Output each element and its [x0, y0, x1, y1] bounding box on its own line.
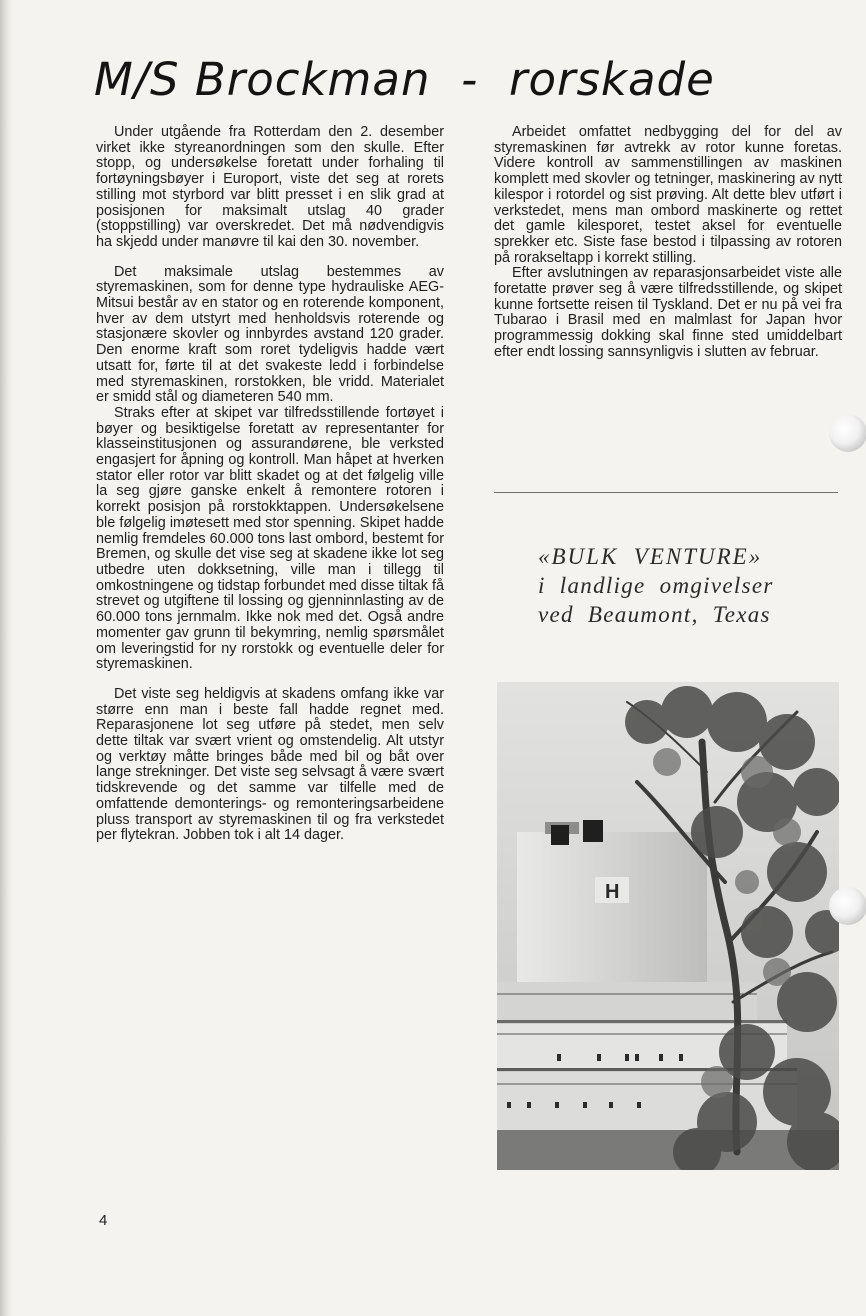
funnel-letter: H [605, 881, 620, 903]
caption-line: i landlige omgivelser [538, 573, 774, 598]
photo-caption [538, 542, 800, 629]
caption-line: «BULK VENTURE» [538, 544, 763, 569]
article-title: M/S Brockman - rorskade [94, 53, 715, 106]
paragraph: Straks efter at skipet var tilfredsstillende fortøyet i bøyer og besiktigelse foretatt av representanter for klasseinstitusjonen og assurandørene, ble verksted engasjert for åpning og kontroll. Man håpet at hverken stator eller rotor var blitt skadet og at det følgelig ville la seg gjøre ganske enkelt å remontere rotoren i korrekt posisjon på rorstokktappen. Undersøkelsene ble følgelig imøtesett med stor spenning. Skipet hadde nemlig fremdeles 60.000 tons last ombord, bestemt for Bremen, og skulle det vise seg at skadene ikke lot seg utbedre uten dokksetning, ville man i tillegg til omkostningene og tidstap forbundet med disse tiltak få strevet og utgiftene til lossing og gjenninnlasting av de 60.000 tons jernmalm. Ikke nok med det. Også andre momenter gav grunn til bekymring, nemlig spørsmålet om leveringstid for ny rorstokk og eventuelle deler for styremaskinen. [96, 404, 444, 673]
punch-hole [829, 887, 866, 925]
page-edge-shadow [0, 0, 12, 1316]
punch-hole [829, 414, 866, 452]
paragraph: Efter avslutningen av reparasjonsarbeidet viste alle foretatte prøver seg å være tilfredsstillende, og skipet kunne fortsette reisen til Tyskland. Det er nu på vei fra Tubarao i Brasil med en malmlast for Japan hvor programmessig dokking skal finne sted umiddelbart efter endt lossing sannsynligvis i slutten av februar. [494, 265, 842, 360]
paragraph: Det viste seg heldigvis at skadens omfang ikke var større enn man i beste fall hadde regnet med. Reparasjonene lot seg utføre på stedet, men selv dette tiltak var svært vrient og omstendelig. Alt utstyr og verktøy måtte bringes både med bil og båt over lange strekninger. Det viste seg selvsagt å være svært tidskrevende og det samme var tilfelle med de omfattende demonterings- og remonteringsarbeidene pluss transport av styremaskinen til og fra verkstedet per flytekran. Jobben tok i alt 14 dager. [96, 685, 444, 844]
paragraph: Arbeidet omfattet nedbygging del for del av styremaskinen før avtrekk av rotor kunne foretas. Videre kontroll av sammenstillingen av maskinen komplett med skovler og tetninger, maskinering av nytt kilespor i rotordel og sist prøving. Alt dette blev utført i verkstedet, mens man ombord maskinerte og rettet det gamle kilesporet, testet aksel for eventuelle sprekker etc. Siste fase bestod i tilpassing av rotoren på rorakseltapp i korrekt stilling. [494, 124, 842, 266]
page-number: 4 [99, 1212, 108, 1229]
ship-photo [497, 682, 839, 1170]
paragraph: Det maksimale utslag bestemmes av styremaskinen, som for denne type hydrauliske AEG-Mitsui består av en stator og en roterende komponent, hver av dem utstyrt med henholdsvis roterende og stasjonære skovler og innbyrdes avstand 120 grader. Den enorme kraft som roret tydeligvis hadde vært utsatt for, førte til at det svakeste ledd i forbindelse med styremaskinen, rorstokken, ble vridd. Materialet er smidd stål og diameteren 540 mm. [96, 263, 444, 406]
caption-line: ved Beaumont, Texas [538, 602, 771, 627]
right-column [494, 125, 842, 361]
paragraph: Under utgående fra Rotterdam den 2. desember virket ikke styreanordningen som den skulle. Efter stopp, og undersøkelse foretatt under forhaling til fortøyningsbøyer i Europort, viste det seg at rorets stilling mot styrbord var blitt presset i en slik grad at posisjonen for maksimalt utslag 40 grader (stoppstilling) var overskredet. Det må nødvendigvis ha skjedd under manøvre til kai den 30. november. [96, 124, 444, 250]
section-divider [494, 492, 838, 493]
left-column [96, 125, 444, 844]
